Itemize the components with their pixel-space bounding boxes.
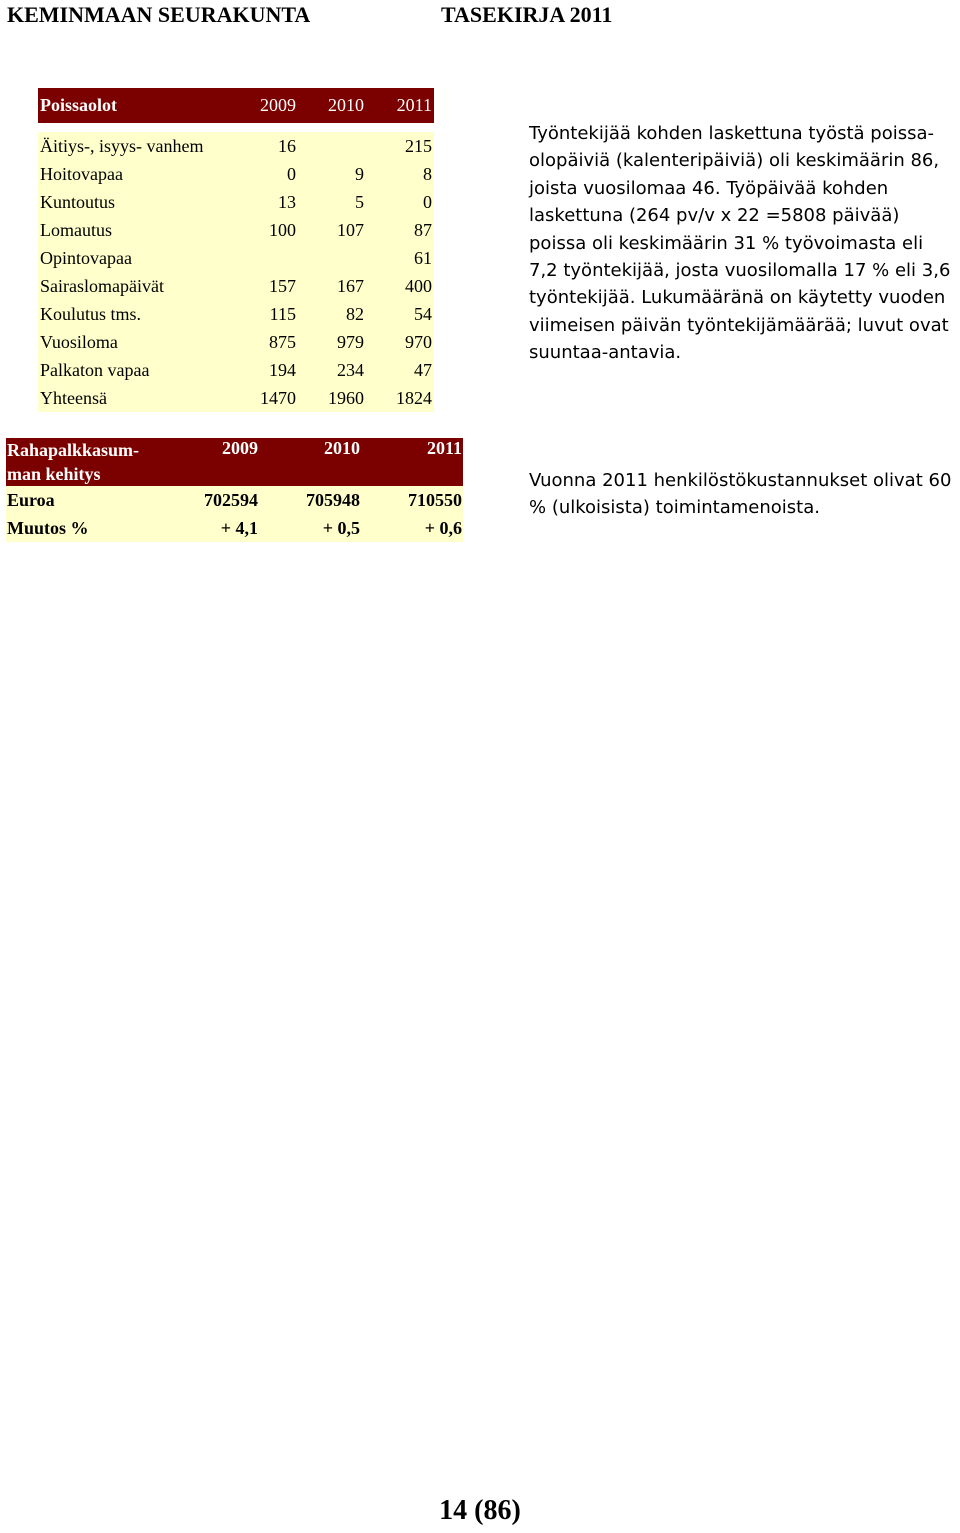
- header-organization: KEMINMAAN SEURAKUNTA: [7, 2, 311, 27]
- table-row-total: [38, 384, 434, 412]
- table-row: [38, 300, 434, 328]
- row-label: Vuosiloma: [38, 328, 230, 356]
- row-value-2010: 5: [298, 188, 366, 216]
- row-value-2011: + 0,6: [361, 514, 463, 542]
- row-value-2009: 115: [230, 300, 298, 328]
- wage-title-line1: Rahapalkkasum-: [7, 440, 140, 460]
- absence-table-title: Poissaolot: [38, 88, 230, 123]
- row-value-2010: 234: [298, 356, 366, 384]
- row-value-2009: 194: [230, 356, 298, 384]
- row-label: Hoitovapaa: [38, 160, 230, 188]
- row-label: Yhteensä: [38, 384, 230, 412]
- row-value-2010: 167: [298, 272, 366, 300]
- row-value-2010: [298, 132, 366, 160]
- wage-year-2010: 2010: [259, 438, 361, 486]
- table-row: [38, 328, 434, 356]
- row-value-2009: 0: [230, 160, 298, 188]
- row-label: Muutos %: [6, 514, 157, 542]
- table-row: [38, 272, 434, 300]
- row-value-2010: 1960: [298, 384, 366, 412]
- row-value-2011: 87: [366, 216, 434, 244]
- row-value-2010: [298, 244, 366, 272]
- row-value-2009: 1470: [230, 384, 298, 412]
- wage-table-header: [6, 438, 463, 486]
- row-value-2011: 47: [366, 356, 434, 384]
- row-value-2010: + 0,5: [259, 514, 361, 542]
- row-value-2009: [230, 244, 298, 272]
- row-value-2009: 702594: [157, 486, 259, 514]
- row-label: Euroa: [6, 486, 157, 514]
- row-value-2011: 8: [366, 160, 434, 188]
- row-value-2011: 710550: [361, 486, 463, 514]
- row-label: Kuntoutus: [38, 188, 230, 216]
- row-value-2011: 1824: [366, 384, 434, 412]
- row-label: Koulutus tms.: [38, 300, 230, 328]
- table-row: [38, 188, 434, 216]
- row-value-2009: 100: [230, 216, 298, 244]
- row-value-2011: 61: [366, 244, 434, 272]
- table-row: [6, 486, 463, 514]
- row-value-2009: 157: [230, 272, 298, 300]
- wage-title-line2: man kehitys: [7, 464, 101, 484]
- personnel-cost-paragraph: Vuonna 2011 henkilöstökustannukset olivat 60 % (ulkoisista) toimintamenoista.: [529, 470, 952, 519]
- row-value-2009: + 4,1: [157, 514, 259, 542]
- row-value-2009: 16: [230, 132, 298, 160]
- header-document-title: TASEKIRJA 2011: [441, 2, 613, 27]
- row-value-2010: 705948: [259, 486, 361, 514]
- row-value-2011: 400: [366, 272, 434, 300]
- absence-year-2010: 2010: [298, 88, 366, 123]
- row-value-2011: 970: [366, 328, 434, 356]
- wage-table-title: [6, 438, 157, 486]
- absence-year-2011: 2011: [366, 88, 434, 123]
- row-label: Opintovapaa: [38, 244, 230, 272]
- table-row: [38, 356, 434, 384]
- row-value-2011: 54: [366, 300, 434, 328]
- row-value-2010: 979: [298, 328, 366, 356]
- row-value-2009: 13: [230, 188, 298, 216]
- row-label: Palkaton vapaa: [38, 356, 230, 384]
- table-row: [38, 216, 434, 244]
- row-label: Sairaslomapäivät: [38, 272, 230, 300]
- row-value-2010: 82: [298, 300, 366, 328]
- wage-year-2009: 2009: [157, 438, 259, 486]
- row-value-2010: 9: [298, 160, 366, 188]
- table-row: [38, 132, 434, 160]
- page-number: 14 (86): [439, 1495, 521, 1526]
- absence-summary-paragraph: Työntekijää kohden laskettuna työstä poissa-olopäiviä (kalenteripäiviä) oli keskimäärin 86, joista vuosilomaa 46. Työpäivää kohden laskettuna (264 pv/v x 22 =5808 päivää) poissa oli keskimäärin 31 % työvoimasta eli 7,2 työntekijää, josta vuosilomalla 17 % eli 3,6 työntekijää. Lukumääränä on käytetty vuoden viimeisen päivän työntekijämäärää; luvut ovat suuntaa-antavia.: [529, 123, 951, 364]
- absence-table-header: [38, 88, 434, 123]
- absence-year-2009: 2009: [230, 88, 298, 123]
- row-value-2011: 215: [366, 132, 434, 160]
- table-row: [38, 244, 434, 272]
- absence-table: [38, 88, 434, 412]
- row-value-2009: 875: [230, 328, 298, 356]
- row-value-2010: 107: [298, 216, 366, 244]
- row-label: Äitiys-, isyys- vanhem: [38, 132, 230, 160]
- row-value-2011: 0: [366, 188, 434, 216]
- row-label: Lomautus: [38, 216, 230, 244]
- table-row: [38, 160, 434, 188]
- table-row: [6, 514, 463, 542]
- absence-table-spacer: [38, 123, 434, 132]
- wage-year-2011: 2011: [361, 438, 463, 486]
- wage-table: [6, 438, 463, 542]
